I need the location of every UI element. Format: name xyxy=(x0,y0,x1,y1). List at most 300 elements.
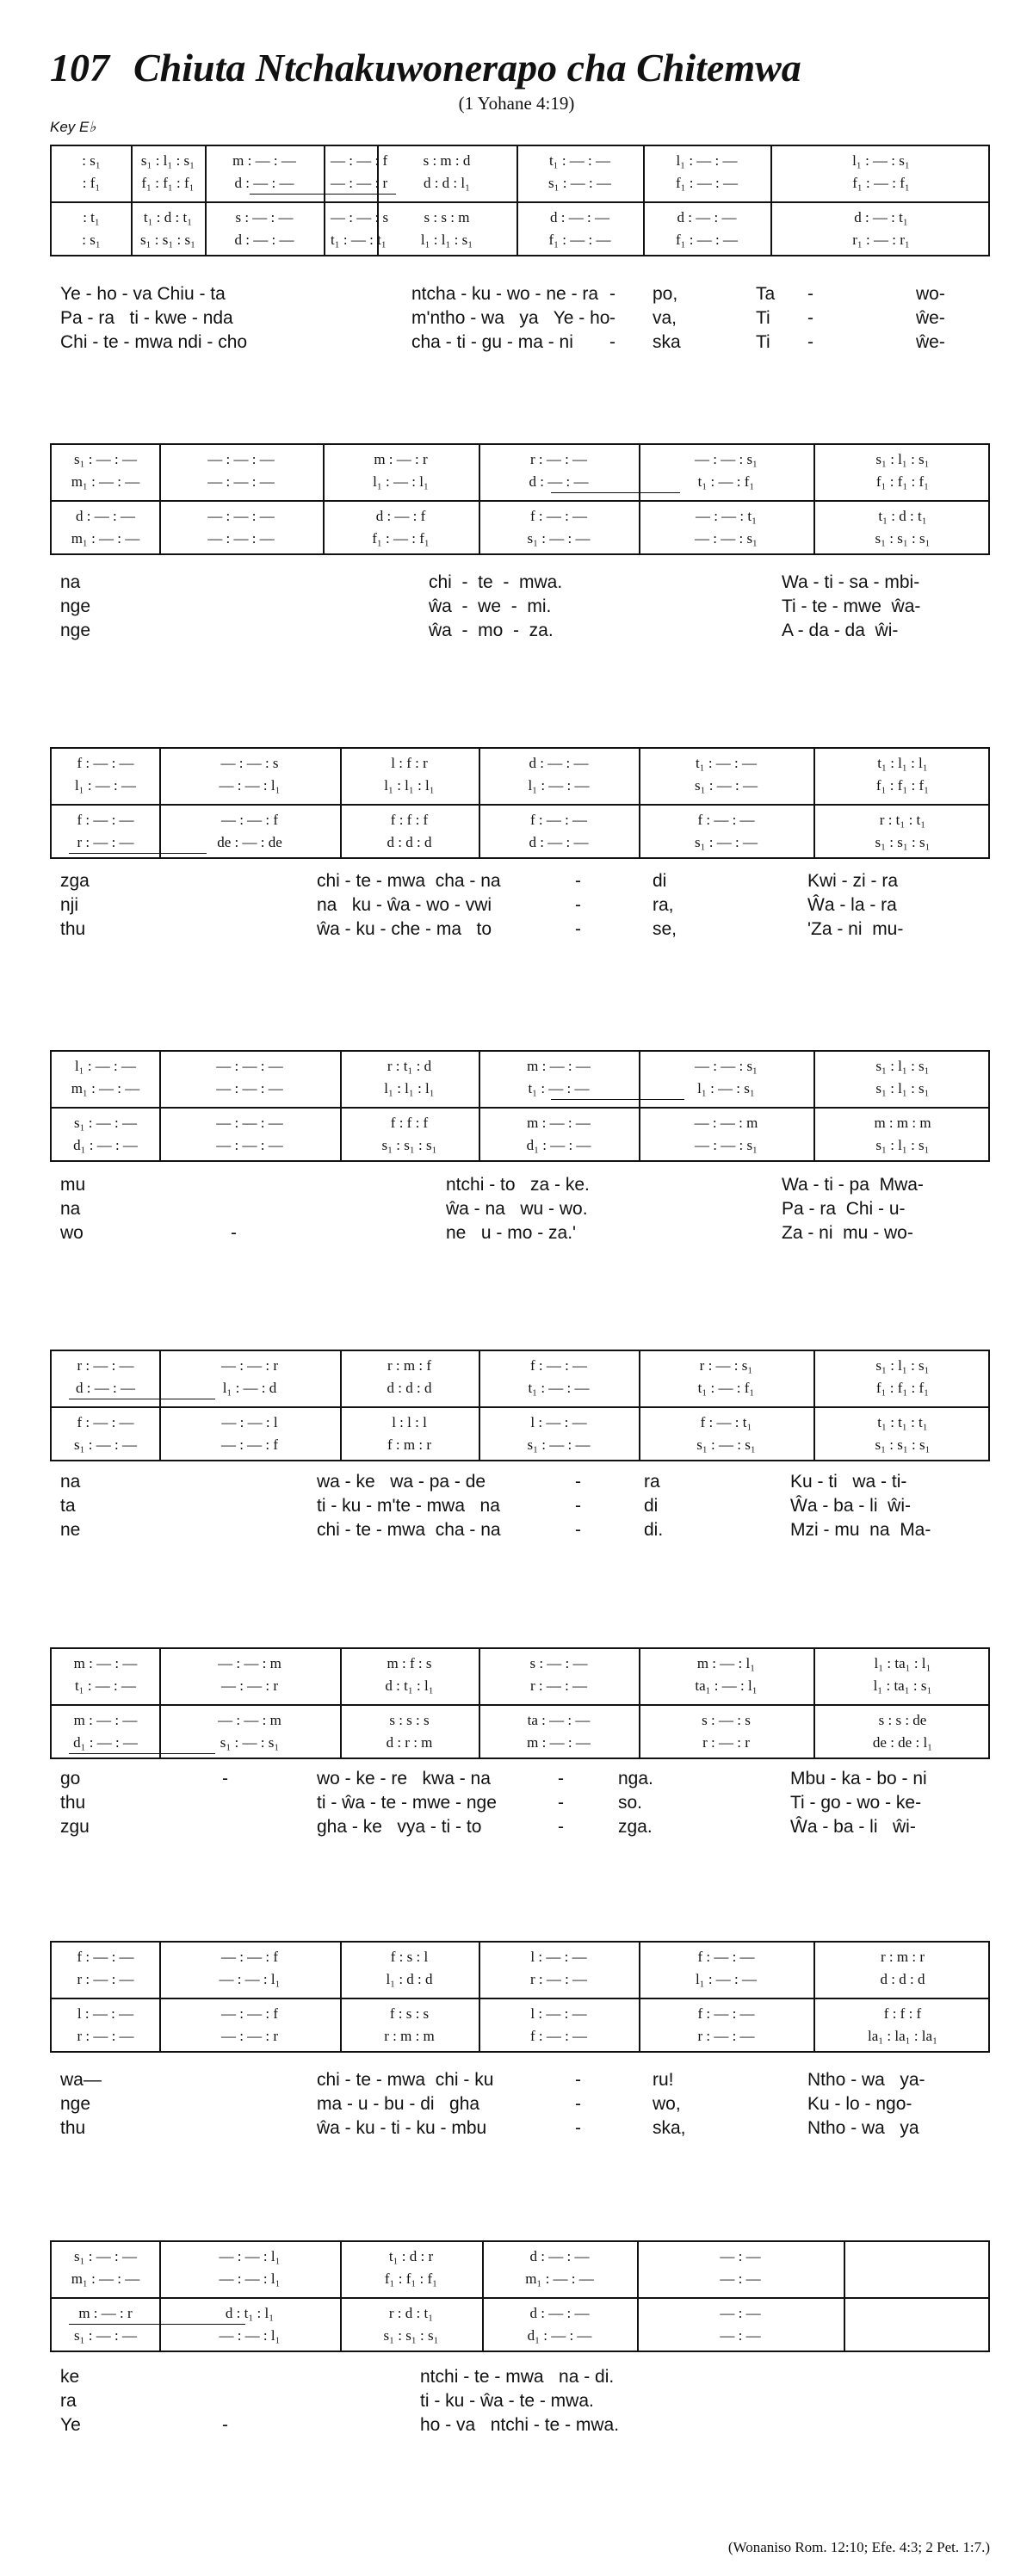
bar-line xyxy=(813,1943,815,2051)
note-cell: l₁ : — : s₁ xyxy=(697,1080,755,1096)
lyric-text: Mbu - ka - bo - ni xyxy=(790,1769,927,1788)
lyric-text: ska, xyxy=(653,2118,686,2138)
lyric-text: na xyxy=(60,572,81,592)
note-cell: t₁ : — : — xyxy=(528,1380,590,1396)
note-cell: — : — : f xyxy=(220,1949,279,1965)
lyric-text: ŵa - ku - che - ma to xyxy=(317,919,492,939)
note-cell: t₁ : d : t₁ xyxy=(143,209,193,225)
bar-line xyxy=(340,1649,342,1757)
note-cell: m₁ : — : — xyxy=(525,2270,594,2287)
note-cell: — : — : t₁ xyxy=(695,508,758,524)
lyric-text: - xyxy=(575,1520,581,1540)
lyric-text: - xyxy=(231,1223,237,1243)
lyric-text: ne u - mo - za.' xyxy=(446,1223,577,1243)
note-cell: f : — : — xyxy=(77,1949,134,1965)
note-cell: d : — : — xyxy=(76,508,135,524)
bar-line xyxy=(159,2242,161,2351)
note-cell: f : s : s xyxy=(389,2005,430,2022)
note-cell: m₁ : — : — xyxy=(71,530,140,547)
note-cell: m : — : r xyxy=(78,2305,133,2321)
note-cell: l : l : l xyxy=(392,1414,427,1430)
bar-line xyxy=(479,445,480,553)
music-system xyxy=(50,1350,990,1540)
lyric-text: gha - ke vya - ti - to xyxy=(317,1817,482,1837)
bar-line xyxy=(159,445,161,553)
lyric-text: - xyxy=(575,1496,581,1516)
note-cell: d : — : — xyxy=(529,755,589,771)
lyric-text: ke xyxy=(60,2367,80,2387)
note-cell: — : — : — xyxy=(207,530,275,547)
lyric-text: nge xyxy=(60,621,91,640)
note-cell: t₁ : — : — xyxy=(695,755,758,771)
lyric-text: na xyxy=(60,1199,81,1219)
slur-line xyxy=(69,853,207,854)
lyric-text: nge xyxy=(60,596,91,616)
note-cell: d : — : — xyxy=(529,2305,590,2321)
bar-line xyxy=(639,1052,640,1160)
note-cell: s₁ : s₁ : s₁ xyxy=(875,530,931,547)
note-cell: l : — : — xyxy=(530,1414,587,1430)
bar-line xyxy=(639,1649,640,1757)
note-cell: s₁ : s₁ : s₁ xyxy=(875,834,931,850)
bar-line xyxy=(159,1649,161,1757)
lyric-text: wo- xyxy=(916,284,945,304)
lyric-text: Za - ni mu - wo- xyxy=(782,1223,913,1243)
note-cell: f : f : f xyxy=(390,812,429,828)
note-cell: s₁ : — : — xyxy=(74,2248,137,2264)
bar-line xyxy=(813,1351,815,1460)
note-cell: r : — : r xyxy=(702,1734,750,1751)
bar-line xyxy=(340,2242,342,2351)
note-cell: t₁ : d : r xyxy=(388,2248,434,2264)
note-cell: : t₁ xyxy=(83,209,100,225)
note-cell: d₁ : — : — xyxy=(73,1137,138,1153)
music-system xyxy=(50,1647,990,1837)
note-cell: r : — : s₁ xyxy=(699,1357,753,1374)
note-cell: s : — : s xyxy=(702,1712,751,1728)
note-cell: f₁ : — : f₁ xyxy=(372,530,430,547)
lyric-text: thu xyxy=(60,1793,86,1813)
note-cell: s₁ : l₁ : s₁ xyxy=(140,152,195,169)
note-cell: d : t₁ : l₁ xyxy=(225,2305,275,2321)
voice-divider xyxy=(52,500,988,502)
voice-divider xyxy=(52,201,988,203)
voice-divider xyxy=(52,1107,988,1109)
note-cell: : s₁ xyxy=(82,232,101,248)
note-cell: l : — : — xyxy=(530,1949,587,1965)
note-cell: l₁ : — : — xyxy=(74,1058,137,1074)
note-cell: s : — : — xyxy=(529,1655,588,1671)
note-cell: d : — : — xyxy=(529,834,589,850)
lyric-text: Ti - go - wo - ke- xyxy=(790,1793,922,1813)
note-cell: r : — : — xyxy=(529,1677,588,1694)
bar-line xyxy=(813,445,815,553)
music-system xyxy=(50,443,990,640)
note-cell: f₁ : f₁ : f₁ xyxy=(875,473,930,490)
bar-line xyxy=(340,749,342,857)
note-cell: la₁ : la₁ : la₁ xyxy=(867,2028,938,2044)
lyric-text: - xyxy=(609,308,615,328)
lyric-text: ntchi - te - mwa na - di. xyxy=(420,2367,615,2387)
lyric-text: so. xyxy=(618,1793,643,1813)
note-cell: : s₁ xyxy=(82,152,101,169)
lyric-text: wa— xyxy=(60,2070,102,2090)
note-cell: f₁ : — : f₁ xyxy=(852,175,910,191)
lyric-text: ŵa - mo - za. xyxy=(429,621,554,640)
note-cell: f₁ : f₁ : f₁ xyxy=(384,2270,438,2287)
note-cell: f₁ : — : — xyxy=(548,232,611,248)
note-cell: — : — : l₁ xyxy=(219,2327,281,2344)
note-cell: r : t₁ : d xyxy=(387,1058,432,1074)
note-cell: s₁ : — : — xyxy=(527,1436,591,1453)
lyric-text: chi - te - mwa cha - na xyxy=(317,1520,501,1540)
note-cell: f : f : f xyxy=(390,1115,429,1131)
lyric-text: nga. xyxy=(618,1769,653,1788)
staff-box xyxy=(50,2240,990,2352)
lyric-text: Ti - te - mwe ŵa- xyxy=(782,596,921,616)
note-cell: l₁ : ta₁ : l₁ xyxy=(874,1655,931,1671)
lyric-text: Ntho - wa ya- xyxy=(807,2070,925,2090)
slur-line xyxy=(551,492,680,493)
lyric-text: - xyxy=(575,2070,581,2090)
note-cell: l₁ : — : — xyxy=(676,152,738,169)
note-cell: f : m : r xyxy=(387,1436,431,1453)
note-cell: — : — : l₁ xyxy=(219,2270,281,2287)
lyric-text: - xyxy=(558,1793,564,1813)
lyric-text: di. xyxy=(644,1520,664,1540)
lyric-text: - xyxy=(609,284,615,304)
note-cell: l₁ : d : d xyxy=(386,1971,433,1987)
note-cell: s₁ : s₁ : s₁ xyxy=(875,1436,931,1453)
lyric-text: Mzi - mu na Ma- xyxy=(790,1520,931,1540)
note-cell: r : — : — xyxy=(77,1357,134,1374)
bar-line xyxy=(844,2242,845,2351)
lyric-text: - xyxy=(575,2094,581,2114)
note-cell: d : t₁ : l₁ xyxy=(385,1677,434,1694)
note-cell: f : — : — xyxy=(529,508,588,524)
note-cell: — : — xyxy=(720,2305,761,2321)
bar-line xyxy=(639,1351,640,1460)
note-cell: d₁ : — : — xyxy=(526,1137,591,1153)
note-cell: d : — : — xyxy=(677,209,737,225)
note-cell: — : — : s₁ xyxy=(695,1058,758,1074)
bar-line xyxy=(639,1943,640,2051)
note-cell: r : — : — xyxy=(697,2028,755,2044)
note-cell: l : f : r xyxy=(391,755,428,771)
lyric-text: chi - te - mwa. xyxy=(429,572,563,592)
note-cell: ta₁ : — : l₁ xyxy=(695,1677,758,1694)
note-cell: m₁ : — : — xyxy=(71,473,140,490)
note-cell: m : — : — xyxy=(73,1712,138,1728)
lyric-text: se, xyxy=(653,919,677,939)
lyric-text: thu xyxy=(60,2118,86,2138)
note-cell: f : — : — xyxy=(697,2005,755,2022)
note-cell: — : — : l₁ xyxy=(219,777,281,794)
note-cell: f : — : — xyxy=(77,1414,134,1430)
lyric-text: Ku - lo - ngo- xyxy=(807,2094,912,2114)
note-cell: m₁ : — : — xyxy=(71,1080,140,1096)
lyric-text: wo, xyxy=(653,2094,681,2114)
bar-line xyxy=(813,1052,815,1160)
lyric-text: - xyxy=(575,895,581,915)
note-cell: s₁ : l₁ : s₁ xyxy=(875,1357,930,1374)
note-cell: l₁ : l₁ : l₁ xyxy=(384,777,435,794)
bar-line xyxy=(643,146,645,255)
slur-line xyxy=(551,1099,684,1100)
note-cell: de : — : de xyxy=(217,834,282,850)
staff-box xyxy=(50,1647,990,1759)
note-cell: — : — : m xyxy=(694,1115,758,1131)
bar-line xyxy=(340,1052,342,1160)
note-cell: — : — : f xyxy=(220,2005,279,2022)
slur-line xyxy=(69,1753,215,1754)
note-cell: — : — : — xyxy=(207,508,275,524)
lyric-text: chi - te - mwa chi - ku xyxy=(317,2070,494,2090)
note-cell: m : — : — xyxy=(527,1734,591,1751)
note-cell: d : r : m xyxy=(386,1734,433,1751)
bar-line xyxy=(131,146,133,255)
lyric-text: po, xyxy=(653,284,678,304)
note-cell: d : d : d xyxy=(880,1971,925,1987)
note-cell: s₁ : — : s₁ xyxy=(696,1436,756,1453)
note-cell: l₁ : — : — xyxy=(528,777,590,794)
lyric-text: va, xyxy=(653,308,677,328)
note-cell: s₁ : — : — xyxy=(74,1115,137,1131)
note-cell: l : — : — xyxy=(77,2005,134,2022)
note-cell: m : — : — xyxy=(527,1115,591,1131)
note-cell: f₁ : — : — xyxy=(675,175,739,191)
note-cell: f : — : — xyxy=(529,812,588,828)
note-cell: t₁ : — : t₁ xyxy=(331,232,387,248)
note-cell: d₁ : — : — xyxy=(73,1734,138,1751)
note-cell: s₁ : — : — xyxy=(74,1436,137,1453)
staff-box xyxy=(50,747,990,859)
lyric-text: nji xyxy=(60,895,79,915)
note-cell: d : d : l₁ xyxy=(423,175,471,191)
note-cell: m : — : — xyxy=(232,152,296,169)
note-cell: l₁ : — : s₁ xyxy=(852,152,910,169)
lyric-text: chi - te - mwa cha - na xyxy=(317,871,501,891)
note-cell: — : — xyxy=(720,2270,761,2287)
note-cell: l₁ : l₁ : l₁ xyxy=(384,1080,435,1096)
note-cell: d : — : — xyxy=(529,473,589,490)
lyric-text: - xyxy=(575,1472,581,1492)
note-cell: — : — : f xyxy=(220,812,279,828)
note-cell: s₁ : s₁ : s₁ xyxy=(139,232,196,248)
lyric-text: ra, xyxy=(653,895,674,915)
note-cell: d : — : f xyxy=(375,508,426,524)
lyric-text: Ntho - wa ya xyxy=(807,2118,919,2138)
note-cell: m : — : l₁ xyxy=(696,1655,756,1671)
note-cell: s : m : d xyxy=(423,152,471,169)
note-cell: l₁ : — : — xyxy=(695,1971,758,1987)
bar-line xyxy=(324,146,325,255)
note-cell: s₁ : — : — xyxy=(74,451,137,467)
music-system xyxy=(50,747,990,939)
lyric-text: - xyxy=(558,1817,564,1837)
note-cell: t₁ : — : — xyxy=(528,1080,590,1096)
lyric-text: - xyxy=(807,284,813,304)
note-cell: m : f : s xyxy=(387,1655,432,1671)
note-cell: t₁ : — : — xyxy=(548,152,611,169)
note-cell: — : — : s₁ xyxy=(695,1137,758,1153)
note-cell: d : — : — xyxy=(234,232,294,248)
note-cell: s₁ : — : s₁ xyxy=(220,1734,280,1751)
note-cell: d : — : — xyxy=(550,209,609,225)
hymn-title: Chiuta Ntchakuwonerapo cha Chitemwa xyxy=(133,46,801,90)
bar-line xyxy=(340,1943,342,2051)
lyric-text: Ta xyxy=(756,284,776,304)
lyric-text: Ŵa - la - ra xyxy=(807,895,897,915)
note-cell: — : — : r xyxy=(220,1677,279,1694)
lyric-text: - xyxy=(807,308,813,328)
bar-line xyxy=(323,445,325,553)
lyric-text: A - da - da ŵi- xyxy=(782,621,899,640)
note-cell: t₁ : l₁ : l₁ xyxy=(877,755,928,771)
note-cell: s₁ : l₁ : s₁ xyxy=(875,1058,930,1074)
slur-line xyxy=(69,2324,245,2325)
lyric-text: na ku - ŵa - wo - vwi xyxy=(317,895,492,915)
note-cell: — : — : l₁ xyxy=(219,2248,281,2264)
lyric-text: Wa - ti - sa - mbi- xyxy=(782,572,920,592)
bar-line xyxy=(813,1649,815,1757)
note-cell: l₁ : — : l₁ xyxy=(373,473,429,490)
lyric-text: - xyxy=(807,332,813,352)
lyric-text: Pa - ra ti - kwe - nda xyxy=(60,308,233,328)
staff-box xyxy=(50,1941,990,2053)
note-cell: f : — : — xyxy=(77,812,134,828)
note-cell: — : — : s₁ xyxy=(695,451,758,467)
note-cell: s₁ : — : — xyxy=(695,777,758,794)
bar-line xyxy=(159,1943,161,2051)
note-cell: s₁ : — : — xyxy=(695,834,758,850)
lyric-text: ti - ku - m'te - mwa na xyxy=(317,1496,500,1516)
note-cell: d : — : — xyxy=(234,175,294,191)
music-system xyxy=(50,1941,990,2138)
note-cell: r : m : m xyxy=(384,2028,435,2044)
slur-line xyxy=(250,194,396,195)
hymn-title-line xyxy=(50,45,801,90)
note-cell: m : — : — xyxy=(527,1058,591,1074)
lyric-text: - xyxy=(575,919,581,939)
note-cell: r : t₁ : t₁ xyxy=(879,812,926,828)
note-cell: — : — : m xyxy=(218,1712,281,1728)
lyric-text: ŵa - na wu - wo. xyxy=(446,1199,588,1219)
lyric-text: nge xyxy=(60,2094,91,2114)
lyric-text: - xyxy=(222,1769,228,1788)
note-cell: r : — : — xyxy=(529,1971,588,1987)
bar-line xyxy=(639,749,640,857)
note-cell: f : — : — xyxy=(697,812,755,828)
bar-line xyxy=(813,749,815,857)
note-cell: — : — : m xyxy=(218,1655,281,1671)
bar-line xyxy=(639,445,640,553)
note-cell: m₁ : — : — xyxy=(71,2270,140,2287)
lyric-text: - xyxy=(222,2415,228,2435)
note-cell: f : f : f xyxy=(883,2005,922,2022)
lyric-text: ti - ŵa - te - mwe - nge xyxy=(317,1793,497,1813)
lyric-text: Ŵa - ba - li ŵi- xyxy=(790,1496,912,1516)
bar-line xyxy=(205,146,207,255)
lyric-text: thu xyxy=(60,919,86,939)
lyric-text: Ŵa - ba - li ŵi- xyxy=(790,1817,916,1837)
bar-line xyxy=(159,749,161,857)
note-cell: — : — : l xyxy=(221,1414,278,1430)
note-cell: d : — : — xyxy=(76,1380,135,1396)
note-cell: s : s : de xyxy=(878,1712,927,1728)
lyric-text: ra xyxy=(60,2391,77,2411)
lyric-text: Wa - ti - pa Mwa- xyxy=(782,1175,924,1195)
note-cell: f₁ : — : — xyxy=(675,232,739,248)
note-cell: — : — : s xyxy=(331,209,389,225)
lyric-text: - xyxy=(558,1769,564,1788)
bar-line xyxy=(479,1052,480,1160)
lyric-text: ŵa - we - mi. xyxy=(429,596,552,616)
voice-divider xyxy=(52,804,988,806)
bar-line xyxy=(159,1052,161,1160)
scripture-reference: (1 Yohane 4:19) xyxy=(458,93,575,114)
note-cell: t₁ : — : f₁ xyxy=(697,473,755,490)
bar-line xyxy=(482,2242,484,2351)
bar-line xyxy=(340,1351,342,1460)
note-cell: s : s : s xyxy=(389,1712,430,1728)
note-cell: l₁ : — : d xyxy=(222,1380,277,1396)
music-system xyxy=(50,2240,990,2435)
note-cell: m : m : m xyxy=(874,1115,931,1131)
lyric-text: ska xyxy=(653,332,681,352)
bar-line xyxy=(770,146,772,255)
note-cell: r : d : t₁ xyxy=(388,2305,434,2321)
note-cell: r : — : — xyxy=(77,1971,134,1987)
note-cell: — : — : s₁ xyxy=(695,530,758,547)
footnote: (Wonaniso Rom. 12:10; Efe. 4:3; 2 Pet. 1:7.) xyxy=(727,2539,990,2555)
note-cell: s₁ : l₁ : s₁ xyxy=(875,1080,930,1096)
lyric-text: zgu xyxy=(60,1817,90,1837)
lyric-text: Ye xyxy=(60,2415,81,2435)
lyric-text: di xyxy=(644,1496,659,1516)
voice-divider xyxy=(52,2297,988,2299)
note-cell: f₁ : f₁ : f₁ xyxy=(875,1380,930,1396)
note-cell: — : — : f xyxy=(331,152,388,169)
note-cell: f : — : t₁ xyxy=(700,1414,752,1430)
bar-line xyxy=(479,749,480,857)
note-cell: — : — : — xyxy=(207,473,275,490)
note-cell: — : — : r xyxy=(220,1357,279,1374)
music-system xyxy=(50,1050,990,1243)
lyric-text: zga xyxy=(60,871,90,891)
staff-box xyxy=(50,1350,990,1461)
lyric-text: Ye - ho - va Chiu - ta xyxy=(60,284,226,304)
lyric-text: ŵa - ku - ti - ku - mbu xyxy=(317,2118,487,2138)
lyric-text: ne xyxy=(60,1520,81,1540)
lyric-text: go xyxy=(60,1769,81,1788)
note-cell: s₁ : — : — xyxy=(74,2327,137,2344)
note-cell: f : — : — xyxy=(529,1357,588,1374)
lyric-text: cha - ti - gu - ma - ni xyxy=(411,332,573,352)
lyric-text: ntcha - ku - wo - ne - ra xyxy=(411,284,599,304)
note-cell: s₁ : l₁ : s₁ xyxy=(875,451,930,467)
note-cell: r : — : — xyxy=(529,451,588,467)
bar-line xyxy=(479,1943,480,2051)
note-cell: — : — : — xyxy=(216,1137,283,1153)
note-cell: d : — : t₁ xyxy=(854,209,908,225)
note-cell: — : — : — xyxy=(216,1058,283,1074)
note-cell: — : — : f xyxy=(220,1436,279,1453)
lyric-text: na xyxy=(60,1472,81,1492)
voice-divider xyxy=(52,1406,988,1408)
note-cell: m : — : — xyxy=(73,1655,138,1671)
note-cell: r₁ : — : r₁ xyxy=(852,232,910,248)
